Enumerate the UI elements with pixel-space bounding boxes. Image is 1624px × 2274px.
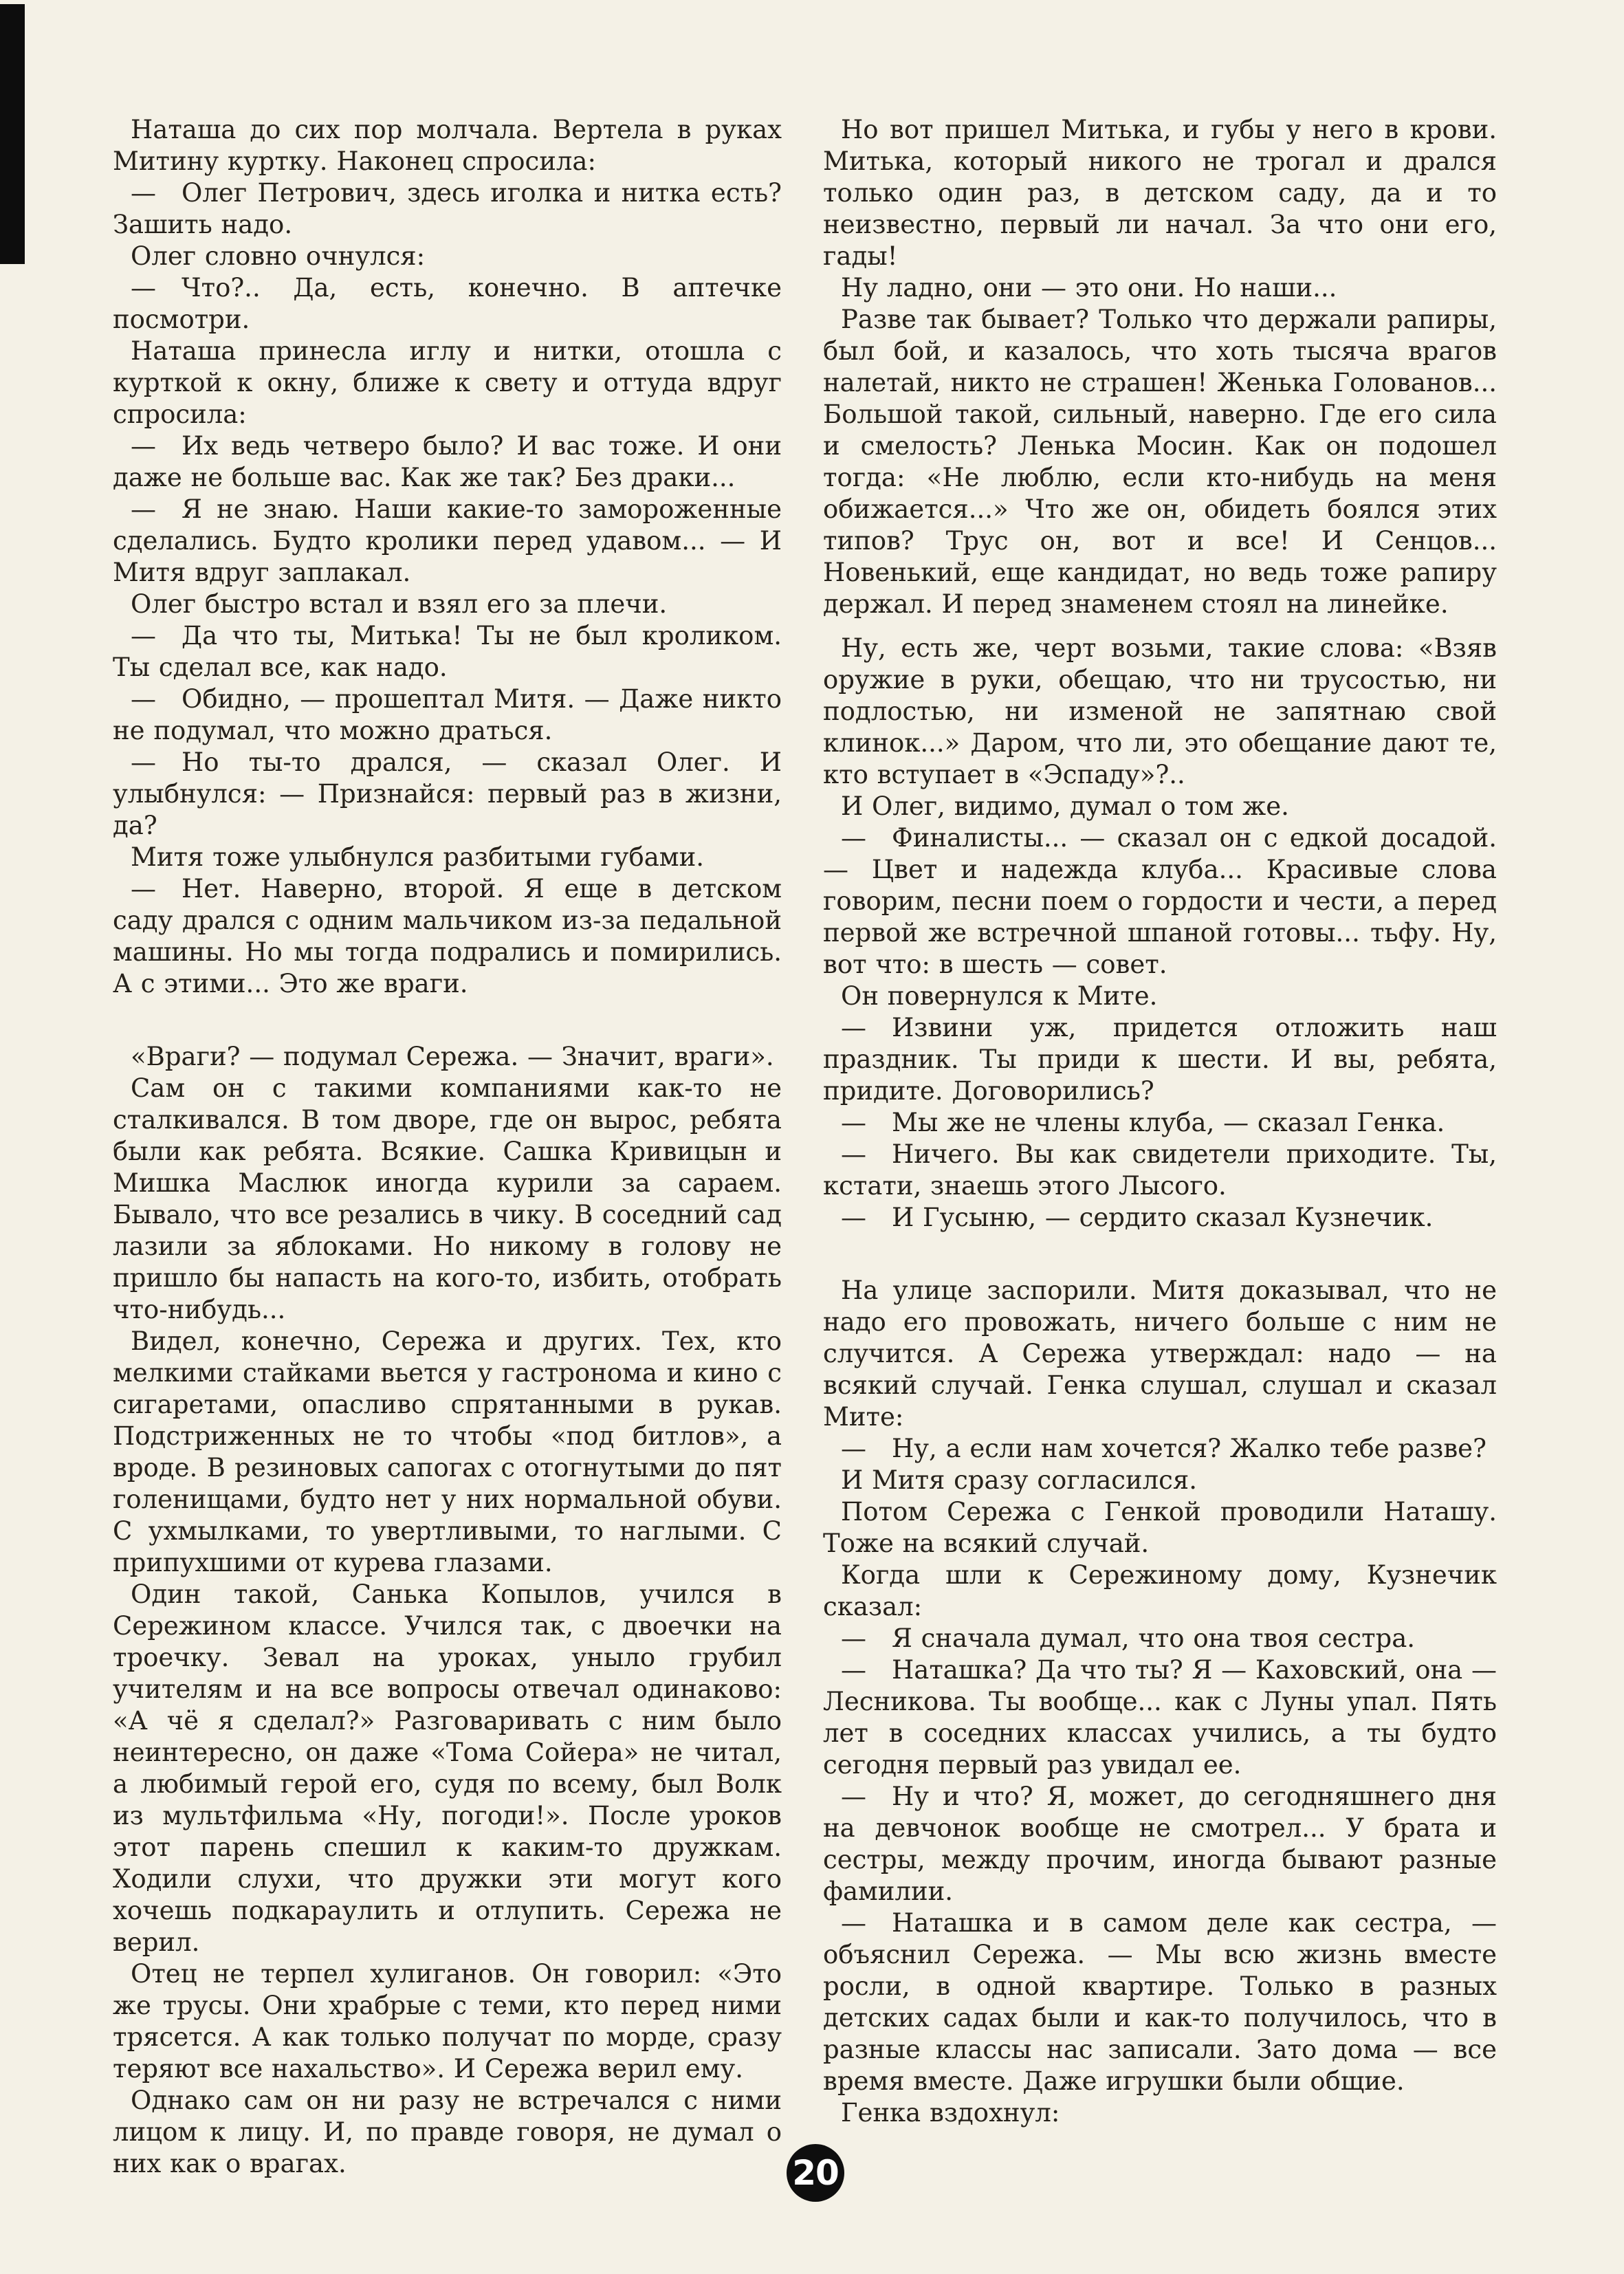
paragraph: — Ну и что? Я, может, до сегодняшнего дня на девчонок вообще не смотрел... У брата и сестры, между прочим, иногда бывают разные фамилии. — [823, 1782, 1497, 1906]
paragraph: — Наташка? Да что ты? Я — Каховский, она — Лесникова. Ты вообще... как с Луны упал. Пять лет в соседних классах учились, а ты будто сегодня первый раз увидал ее. — [823, 1655, 1497, 1780]
paragraph: Наташа до сих пор молчала. Вертела в руках Митину куртку. Наконец спросила: — [113, 115, 782, 176]
paragraph: — Мы же не члены клуба, — сказал Генка. — [841, 1108, 1445, 1137]
paragraph: Олег словно очнулся: — [131, 241, 426, 271]
paragraph: Ну, есть же, черт возьми, такие слова: «Взяв оружие в руки, обещаю, что ни трусостью, ни подлостью, ни изменой не запятнаю свой клинок...» Даром, что ли, это обещание дают те, кто вступает в «Эспаду»?.. — [823, 633, 1497, 789]
paragraph: — Наташка и в самом деле как сестра, — объяснил Сережа. — Мы всю жизнь вместе росли, в одной квартире. Только в разных детских садах были и как-то получилось, что в разные классы нас записали. Зато дома — все время вместе. Даже игрушки были общие. — [823, 1908, 1497, 2096]
paragraph: Наташа принесла иглу и нитки, отошла с курткой к окну, ближе к свету и оттуда вдруг спросила: — [113, 336, 782, 429]
paragraph: Разве так бывает? Только что держали рапиры, был бой, и казалось, что хоть тысяча врагов налетай, никто не страшен! Женька Голованов... Большой такой, сильный, наверно. Где его сила и смелость? Ленька Мосин. Как он подошел тогда: «Не люблю, если кто-нибудь на меня обижается...» Что же он, обидеть боялся этих типов? Трус он, вот и все! И Сенцов... Новенький, еще кандидат, но ведь тоже рапиру держал. И перед знаменем стоял на линейке. — [823, 305, 1497, 619]
text-column-left — [113, 114, 782, 2180]
page-number-badge — [787, 2144, 844, 2202]
paragraph: Олег быстро встал и взял его за плечи. — [131, 589, 668, 619]
text-column-right — [823, 114, 1497, 2129]
paragraph: — Я сначала думал, что она твоя сестра. — [841, 1623, 1416, 1653]
paragraph: — Нет. Наверно, второй. Я еще в детском саду дрался с одним мальчиком из-за педальной машины. Но мы тогда подрались и помирились. А с этими... Это же враги. — [113, 874, 782, 998]
paragraph: Ну ладно, они — это они. Но наши... — [841, 273, 1337, 303]
paragraph: Но вот пришел Митька, и губы у него в крови. Митька, который никого не трогал и дрался только один раз, в детском саду, да и то неизвестно, первый ли начал. За что они его, гады! — [823, 115, 1497, 271]
paragraph: — Ничего. Вы как свидетели приходите. Ты, кстати, знаешь этого Лысого. — [823, 1139, 1497, 1201]
paragraph: — Да что ты, Митька! Ты не был кроликом. Ты сделал все, как надо. — [113, 621, 782, 682]
paragraph: — Финалисты... — сказал он с едкой досадой. — Цвет и надежда клуба... Красивые слова говорим, песни поем о гордости и чести, а перед первой же встречной шпаной готовы... тьфу. Ну, вот что: в шесть — совет. — [823, 823, 1497, 979]
paragraph: «Враги? — подумал Сережа. — Значит, враги». — [131, 1042, 774, 1071]
paragraph: — Обидно, — прошептал Митя. — Даже никто не подумал, что можно драться. — [113, 684, 782, 745]
paragraph: — Ну, а если нам хочется? Жалко тебе разве? — [841, 1434, 1486, 1463]
paragraph: — Но ты-то дрался, — сказал Олег. И улыбнулся: — Признайся: первый раз в жизни, да? — [113, 747, 782, 840]
paragraph: И Олег, видимо, думал о том же. — [841, 791, 1289, 821]
paragraph: Сам он с такими компаниями как-то не сталкивался. В том дворе, где он вырос, ребята были как ребята. Всякие. Сашка Кривицын и Мишка Маслюк иногда курили за сараем. Бывало, что все резались в чику. В соседний сад лазили за яблоками. Но никому в голову не пришло бы напасть на кого-то, избить, отобрать что-нибудь... — [113, 1073, 782, 1324]
paragraph: — Я не знаю. Наши какие-то замороженные сделались. Будто кролики перед удавом... — И Митя вдруг заплакал. — [113, 494, 782, 587]
paragraph: — Олег Петрович, здесь иголка и нитка есть? Зашить надо. — [113, 178, 782, 239]
paragraph: Генка вздохнул: — [841, 2098, 1060, 2128]
paragraph: Видел, конечно, Сережа и других. Тех, кто мелкими стайками вьется у гастронома и кино с сигаретами, опасливо спрятанными в рукав. Подстриженных не то чтобы «под битлов», а вроде. В резиновых сапогах с отогнутыми до пят голенищами, будто нет у них нормальной обуви. С ухмылками, то увертливыми, то наглыми. С припухшими от курева глазами. — [113, 1326, 782, 1577]
paragraph: Один такой, Санька Копылов, учился в Сережином классе. Учился так, с двоечки на троечку. Зевал на уроках, уныло грубил учителям и на все вопросы отвечал одинаково: «А чё я сделал?» Разговаривать с ним было неинтересно, он даже «Тома Сойера» не читал, а любимый герой его, судя по всему, был Волк из мультфильма «Ну, погоди!». После уроков этот парень спешил к каким-то дружкам. Ходили слухи, что дружки эти могут кого хочешь подкараулить и отлупить. Сережа не верил. — [113, 1579, 782, 1957]
paragraph: Потом Сережа с Генкой проводили Наташу. Тоже на всякий случай. — [823, 1497, 1497, 1558]
paragraph: — И Гусыню, — сердито сказал Кузнечик. — [841, 1203, 1434, 1232]
paragraph: И Митя сразу согласился. — [841, 1465, 1197, 1495]
paragraph: — Что?.. Да, есть, конечно. В аптечке посмотри. — [113, 273, 782, 334]
paragraph: Митя тоже улыбнулся разбитыми губами. — [131, 842, 704, 872]
scan-artifact-bar — [0, 4, 25, 264]
page-number-label: 20 — [792, 2153, 839, 2193]
paragraph: — Их ведь четверо было? И вас тоже. И они даже не больше вас. Как же так? Без драки... — [113, 431, 782, 492]
paragraph: Однако сам он ни разу не встречался с ними лицом к лицу. И, по правде говоря, не думал о них как о врагах. — [113, 2086, 782, 2178]
paragraph: На улице заспорили. Митя доказывал, что не надо его провожать, ничего больше с ним не случится. А Сережа утверждал: надо — на всякий случай. Генка слушал, слушал и сказал Мите: — [823, 1276, 1497, 1432]
paragraph: Когда шли к Сережиному дому, Кузнечик сказал: — [823, 1560, 1497, 1621]
paragraph: Отец не терпел хулиганов. Он говорил: «Это же трусы. Они храбрые с теми, кто перед ними трясется. А как только получат по морде, сразу теряют все нахальство». И Сережа верил ему. — [113, 1959, 782, 2084]
paragraph: — Извини уж, придется отложить наш праздник. Ты приди к шести. И вы, ребята, придите. Договорились? — [823, 1013, 1497, 1106]
paragraph: Он повернулся к Мите. — [841, 981, 1158, 1011]
